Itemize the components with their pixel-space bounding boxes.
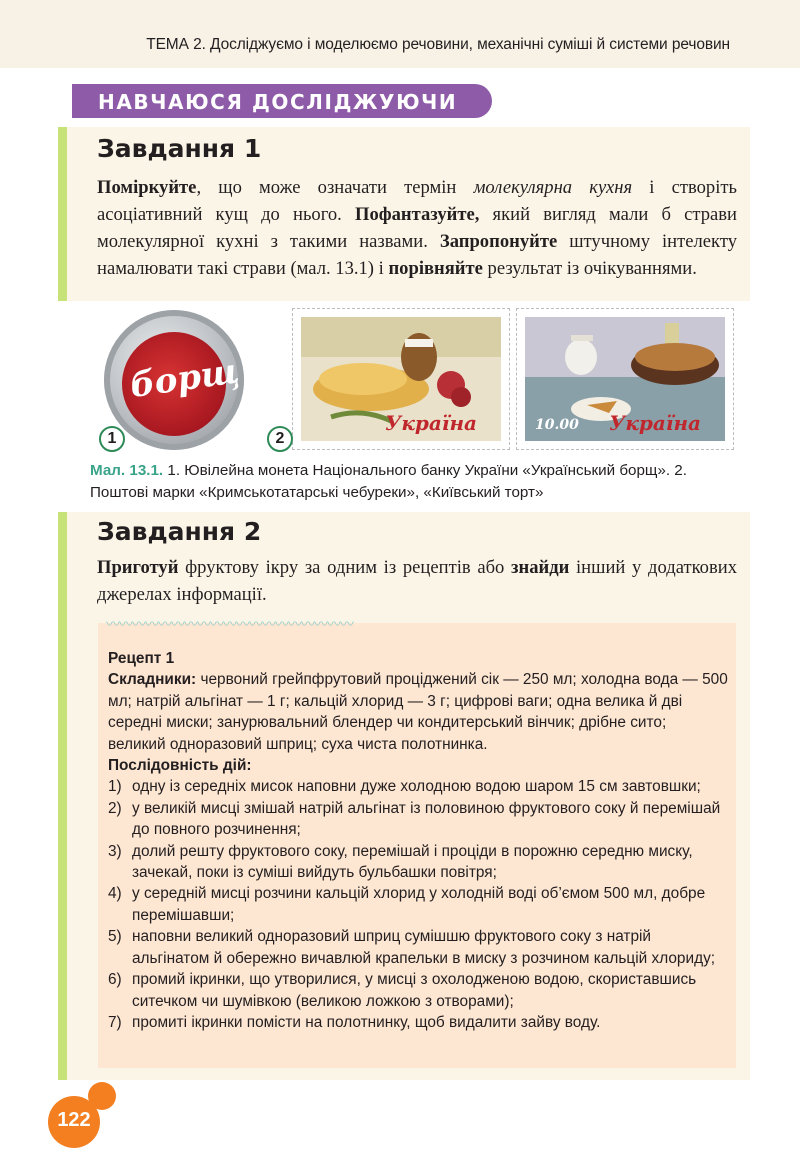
task1-text-3: який вигляд мали б страви молекулярної кухні з такими назвами. xyxy=(97,204,737,252)
step-text: промий ікринки, що утворилися, у мисці з охолодженою водою, скориставшись ситечком чи шумівкою (великою ложкою з отворами); xyxy=(132,971,697,1010)
figure-badge-2: 2 xyxy=(267,426,293,452)
steps-label: Послідовність дій: xyxy=(108,757,252,775)
recipe-step xyxy=(108,776,728,797)
recipe-step xyxy=(108,926,728,969)
ingredients-text: червоний грейпфрутовий проціджений сік — 250 мл; холодна вода — 500 мл; натрій альгінат — 1 г; кальцій хлорид — 3 г; цифрові ваги; одна велика й дві середні миски; занурювальний блендер чи кондитерський вінчик; дрібне сито; великий одноразовий шприц; суха чиста полотнинка. xyxy=(108,671,728,753)
borsch-coin-image xyxy=(104,310,244,450)
task1-text-4: штучному інтелекту намалювати такі страви (мал. 13.1) і xyxy=(97,231,737,279)
recipe-step xyxy=(108,883,728,926)
recipe-step xyxy=(108,798,728,841)
task1-verb-4: порівняйте xyxy=(388,258,483,279)
task2-text-1: фруктову ікру за одним із рецептів або xyxy=(178,557,512,578)
task2-title: Завдання 2 xyxy=(97,517,262,546)
step-number: 3) xyxy=(108,842,122,860)
recipe-content xyxy=(108,648,728,1033)
recipe-step xyxy=(108,841,728,884)
task1-verb-1: Поміркуйте xyxy=(97,177,197,198)
caption-label: Мал. 13.1. xyxy=(90,462,164,479)
step-text: у середній мисці розчини кальцій хлорид у холодній воді об’ємом 500 мл, добре перемішавши; xyxy=(132,885,706,924)
recipe-step xyxy=(108,969,728,1012)
stamp-chebureky-image xyxy=(292,308,510,450)
task1-term: молекулярна кухня xyxy=(473,177,633,198)
step-number: 5) xyxy=(108,928,122,946)
step-number: 1) xyxy=(108,778,122,796)
step-text: одну із середніх мисок наповни дуже холодною водою шаром 15 см завтовшки; xyxy=(132,778,701,796)
ingredients-label: Складники: xyxy=(108,671,197,689)
steps-list xyxy=(108,776,728,1033)
task1-verb-3: Запропонуйте xyxy=(439,231,558,252)
task2-text xyxy=(97,554,737,608)
step-number: 2) xyxy=(108,799,122,817)
recipe-title: Рецепт 1 xyxy=(108,650,175,667)
section-label: НАВЧАЮСЯ ДОСЛІДЖУЮЧИ xyxy=(98,90,458,114)
task1-text xyxy=(97,174,737,282)
coin-center xyxy=(122,332,242,436)
task2-accent-bar xyxy=(58,512,67,1080)
recipe-ingredients xyxy=(108,669,728,755)
task1-verb-2: Пофантазуйте, xyxy=(354,204,480,225)
step-text: наповни великий одноразовий шприц сумішшю фруктового соку з натрій альгінатом й обережно вичавлюй крапельки в миску з розчином кальцій хлориду; xyxy=(132,928,716,967)
topic-header: ТЕМА 2. Досліджуємо і моделюємо речовини, механічні суміші й системи речовин xyxy=(146,36,730,53)
task2-text-2: інший у додаткових джерелах інформації. xyxy=(97,557,737,605)
wavy-divider: 〰〰〰〰〰〰〰〰〰〰〰〰〰〰〰〰〰〰〰 xyxy=(106,617,353,633)
step-number: 6) xyxy=(108,971,122,989)
task2-verb-1: Приготуй xyxy=(97,557,179,578)
task1-accent-bar xyxy=(58,127,67,301)
stamp1-country: Україна xyxy=(385,411,477,435)
figure-badge-1: 1 xyxy=(99,426,125,452)
step-text: у великій мисці змішай натрій альгінат із половиною фруктового соку й перемішай до повного розчинення; xyxy=(132,799,721,839)
step-text: долий решту фруктового соку, перемішай і проціди в порожню середню миску, зачекай, поки із суміші вийдуть бульбашки повітря; xyxy=(132,842,693,882)
page-number: 122 xyxy=(57,1109,91,1131)
stamp2-illustration xyxy=(525,317,725,441)
task1-text-1: , що може означати термін xyxy=(196,177,474,198)
caption-text: 1. Ювілейна монета Національного банку України «Український борщ». 2. Поштові марки «Кримськотатарські чебуреки», «Київський торт» xyxy=(90,462,687,501)
step-text: промиті ікринки помісти на полотнинку, щоб видалити зайву воду. xyxy=(132,1013,601,1031)
figure-caption xyxy=(90,460,740,504)
stamp2-price: 10.00 xyxy=(535,417,579,433)
stamp2-country: Україна xyxy=(609,411,701,435)
task1-title: Завдання 1 xyxy=(97,134,262,163)
section-tab xyxy=(72,84,492,118)
step-number: 7) xyxy=(108,1013,122,1031)
step-number: 4) xyxy=(108,885,122,903)
task2-verb-2: знайди xyxy=(511,557,570,578)
header-band xyxy=(0,0,800,68)
stamp-kyiv-cake-image xyxy=(516,308,734,450)
task1-text-5: результат із очікуваннями. xyxy=(482,258,697,279)
recipe-step xyxy=(108,1012,728,1033)
coin-inscription: борщ xyxy=(127,351,242,407)
task1-text-2: і створіть асоціативний кущ до нього. xyxy=(97,177,737,225)
stamp1-illustration xyxy=(301,317,501,441)
